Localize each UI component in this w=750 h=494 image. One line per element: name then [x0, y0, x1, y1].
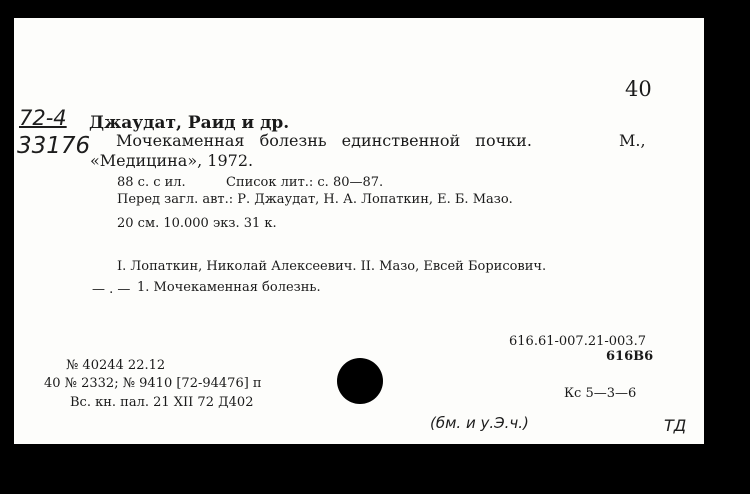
corner-mark: ТД	[664, 416, 687, 435]
tracing-line-1: I. Лопаткин, Николай Алексеевич. II. Мазо, Евсей Борисович.	[117, 259, 547, 274]
author-heading: Джаудат, Раид и др.	[89, 113, 290, 133]
bibliography-note: Список лит.: с. 80—87.	[226, 175, 384, 190]
shelf-mark: 72-4	[19, 106, 67, 130]
udc-number: 616.61-007.21-003.7	[509, 334, 646, 349]
title-line-2: «Медицина», 1972.	[90, 151, 254, 170]
order-line: 40 № 2332; № 9410 [72-94476] п	[44, 376, 262, 391]
handwritten-note: (бм. и у.Э.ч.)	[430, 414, 529, 432]
bbk-number: 616В6	[606, 349, 654, 364]
price-code: Кс 5—3—6	[564, 386, 637, 401]
catalog-card	[14, 18, 704, 444]
title-line-1: Мочекаменная болезнь единственной почки.	[116, 131, 532, 150]
record-number: № 40244 22.12	[66, 358, 166, 373]
tracing-line-2: 1. Мочекаменная болезнь.	[137, 280, 321, 295]
book-chamber-line: Вс. кн. пал. 21 XII 72 Д402	[70, 395, 254, 410]
accession-number: 33176	[17, 133, 91, 159]
authors-note: Перед загл. авт.: Р. Джаудат, Н. А. Лопаткин, Е. Б. Мазо.	[117, 192, 513, 207]
tracing-dash: — . —	[92, 282, 131, 297]
punch-hole	[337, 358, 383, 404]
publication-place: М.,	[619, 131, 646, 150]
collation: 88 с. с ил.	[117, 175, 186, 190]
size-and-print-run: 20 см. 10.000 экз. 31 к.	[117, 216, 277, 231]
card-number: 40	[625, 77, 652, 101]
